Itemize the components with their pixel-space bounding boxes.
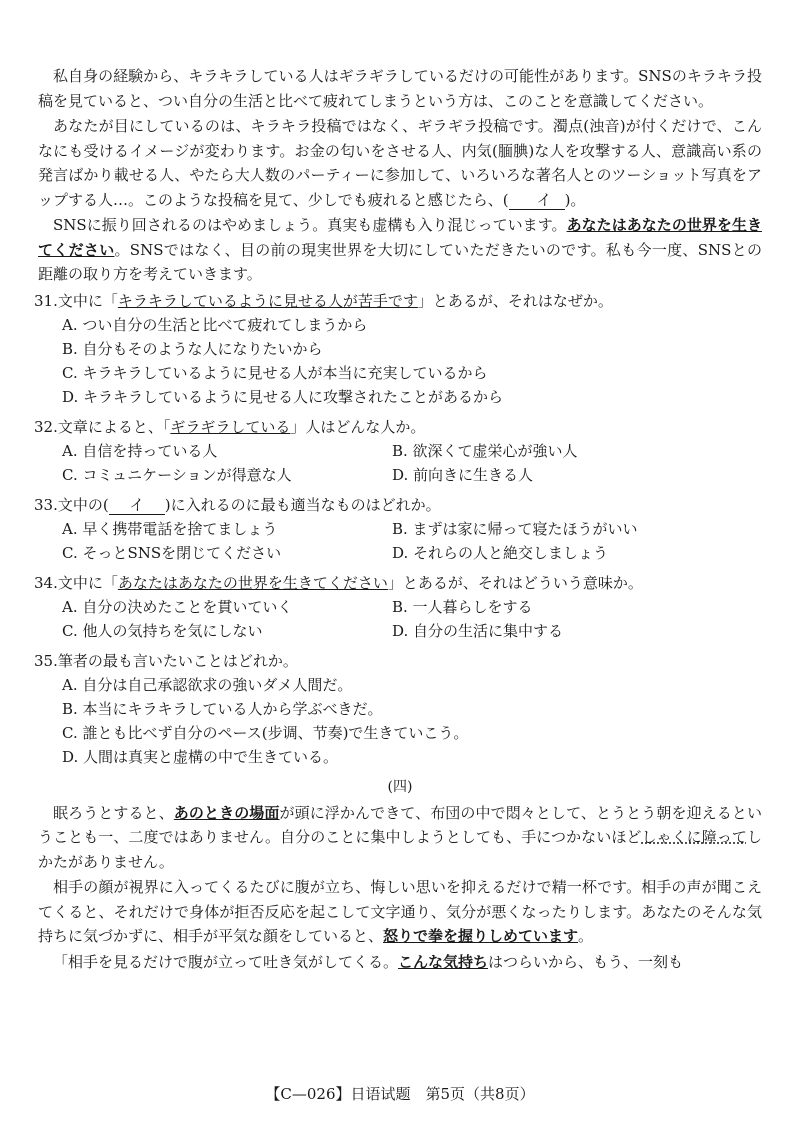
question-33 (34, 493, 762, 517)
question-number: 35. (34, 651, 58, 670)
passage-paragraph-2 (38, 114, 762, 212)
question-35 (34, 649, 762, 673)
paragraph-text: が頭に浮かんできて、布団の中で悶々として、とうとう朝を迎えるということも一、二度ではありません。自分のことに集中しようとしても、手につかないほど (38, 803, 762, 846)
section-heading: (四) (387, 778, 413, 795)
paragraph-text: 。SNSではなく、目の前の現実世界を大切にしていただきたいのです。私も今一度、SNSとの距離の取り方を考えていきます。 (38, 240, 762, 283)
option-d[interactable]: D. キラキラしているように見せる人に攻撃されたことがあるから (62, 387, 504, 406)
question-number: 31. (34, 291, 58, 310)
option-d[interactable]: D. 人間は真実と虚構の中で生きている。 (62, 747, 339, 766)
option-row (62, 463, 762, 487)
paragraph-text: しかたがありません。 (38, 828, 762, 871)
paragraph-text: SNSに振り回されるのはやめましょう。真実も虚構も入り混じっています。 (53, 216, 567, 234)
option-d[interactable]: D. 前向きに生きる人 (392, 465, 534, 484)
paragraph-text: )。 (564, 190, 586, 209)
question-underlined-quote: キラキラしているように見せる人が苦手です (117, 291, 418, 310)
passage-paragraph-1 (38, 64, 762, 113)
question-34 (34, 571, 762, 595)
question-text: 文中の( (57, 495, 109, 514)
options-33 (62, 517, 762, 565)
option-b[interactable]: B. 自分もそのような人になりたいから (62, 339, 323, 358)
question-text: 文章によると、「 (57, 417, 171, 436)
option-row (62, 439, 762, 463)
options-35 (62, 673, 762, 769)
option-c[interactable]: C. 誰とも比べず自分のペース(步调、节奏)で生きていこう。 (62, 723, 469, 742)
question-text: )に入れるのに最も適当なものはどれか。 (164, 495, 441, 514)
question-text: 」とあるが、それはなぜか。 (417, 291, 613, 310)
option-b[interactable]: B. 本当にキラキラしている人から学ぶべきだ。 (62, 699, 383, 718)
option-a[interactable]: A. 早く携帯電話を捨てましょう (62, 519, 278, 538)
passage-paragraph-3 (38, 213, 762, 287)
bold-underlined-phrase: こんな気持ち (398, 952, 489, 971)
option-c[interactable]: C. コミュニケーションが得意な人 (62, 465, 292, 484)
option-a[interactable]: A. 自分の決めたことを貫いていく (62, 597, 293, 616)
option-b[interactable]: B. 一人暮らしをする (392, 597, 533, 616)
section4-paragraph-1 (38, 801, 762, 875)
question-text: 文中に「 (57, 573, 118, 592)
paragraph-text: 相手の顔が視界に入ってくるたびに腹が立ち、悔しい思いを抑えるだけで精一杯です。相手の声が聞こえてくると、それだけで身体が拒否反応を起こして文字通り、気分が悪くなったりします。あなたのそんな気持ちに気づかずに、相手が平気な顔をしていると、 (38, 878, 762, 945)
options-32 (62, 439, 762, 487)
paragraph-text: はつらいから、もう、一刻も (488, 952, 684, 971)
option-c[interactable]: C. キラキラしているように見せる人が本当に充実しているから (62, 363, 488, 382)
options-31 (62, 313, 762, 409)
blank-i: イ (509, 191, 565, 210)
question-number: 34. (34, 573, 58, 592)
paragraph-text: 「相手を見るだけで腹が立って吐き気がしてくる。 (53, 952, 399, 971)
paragraph-text: 。 (578, 927, 594, 945)
question-text: 筆者の最も言いたいことはどれか。 (57, 651, 298, 670)
question-underlined-quote: ギラギラしている (170, 417, 291, 436)
question-text: 」とあるが、それはどういう意味か。 (387, 573, 643, 592)
paragraph-text: 眠ろうとすると、 (53, 803, 174, 822)
bold-underlined-phrase: あのときの場面 (173, 803, 280, 822)
paragraph-text: あなたが目にしているのは、キラキラ投稿ではなく、ギラギラ投稿です。濁点(浊音)が付くだけで、こんなにも受けるイメージが変わります。お金の匂いをさせる人、内気(腼腆)な人を攻撃する人、意識高い系の発言ばかり載せる人、やたら大人数のパーティーに参加して、いろいろな著名人とのツーショット写真をアップする人…。このような投稿を見て、少しでも疲れると感じたら、( (38, 117, 762, 209)
option-c[interactable]: C. そっとSNSを閉じてください (62, 543, 282, 562)
option-b[interactable]: B. 欲深くて虚栄心が強い人 (392, 441, 578, 460)
option-b[interactable]: B. まずは家に帰って寝たほうがいい (392, 519, 638, 538)
question-31 (34, 289, 762, 313)
section4-paragraph-3 (38, 950, 762, 975)
option-c[interactable]: C. 他人の気持ちを気にしない (62, 621, 263, 640)
option-a[interactable]: A. 自信を持っている人 (62, 441, 218, 460)
question-text: 文中に「 (57, 291, 118, 310)
option-row (62, 517, 762, 541)
question-text: 」人はどんな人か。 (290, 417, 426, 436)
bold-underlined-phrase: 怒りで拳を握りしめています (383, 927, 579, 945)
option-row (62, 541, 762, 565)
dotted-underlined-phrase: しゃくに障って (641, 828, 747, 846)
option-d[interactable]: D. それらの人と絶交しましょう (392, 543, 609, 562)
section4-paragraph-2 (38, 875, 762, 949)
option-row (62, 619, 762, 643)
page-footer: 【C—026】日语试题 第5页（共8页） (265, 1085, 535, 1103)
question-underlined-quote: あなたはあなたの世界を生きてください (117, 573, 388, 592)
options-34 (62, 595, 762, 643)
blank-i: イ (109, 496, 165, 515)
question-32 (34, 415, 762, 439)
option-a[interactable]: A. つい自分の生活と比べて疲れてしまうから (62, 315, 368, 334)
bold-underlined-phrase: あなたはあなたの世界を生きてください (38, 216, 762, 259)
option-a[interactable]: A. 自分は自己承認欲求の強いダメ人間だ。 (62, 675, 353, 694)
exam-page (34, 64, 762, 975)
question-number: 32. (34, 417, 58, 436)
option-row (62, 595, 762, 619)
option-d[interactable]: D. 自分の生活に集中する (392, 621, 564, 640)
question-number: 33. (34, 495, 58, 514)
paragraph-text: 私自身の経験から、キラキラしている人はギラギラしているだけの可能性があります。SNSのキラキラ投稿を見ていると、つい自分の生活と比べて疲れてしまうという方は、このことを意識してください。 (38, 67, 762, 110)
